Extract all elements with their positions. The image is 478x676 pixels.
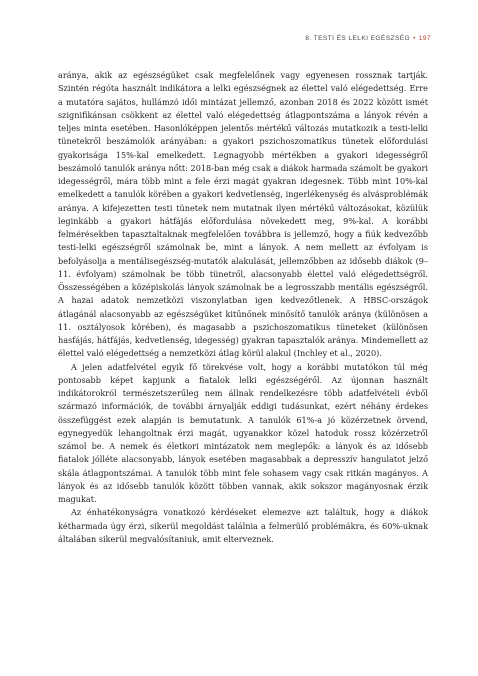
paragraph: A jelen adatfelvétel egyik fő törekvése volt, hogy a korábbi mutatókon túl még pontosabb képet kapjunk a fiatalok lelki egészségéről. Az újonnan használt indikátorokról természetszerűleg nem állnak rendelkezésre több adatfelvételi évből származó információk, de további árnyalják eddigi tudásunkat, ezért néhány érdekes összefüggést ezek alapján is bemutatunk. A tanulók 61%-a jó közérzetnek örvend, egynegyedük lehangoltnak érzi magát, ugyanakkor közel hatoduk rossz közérzetről számol be. A nemek és életkori mintázatok nem meglepők: a lányok és az idősebb fiatalok jólléte alacsonyabb, lányok esetében magasabbak a depresszív hangulatot jelző skála átlagpontszámai. A tanulók több mint fele sohasem vagy csak ritkán magányos. A lányok és az idősebb tanulók között többen vannak, akik sokszor magányosnak érzik magukat. — [58, 361, 428, 504]
paragraph: Az énhatékonyságra vonatkozó kérdéseket elemezve azt találtuk, hogy a diákok kétharmada úgy érzi, sikerül megoldást találnia a felmerülő problémákra, és 60%-uknak általában sikerül megvalósítaniuk, amit elterveznek. — [58, 507, 428, 544]
header-bullet: • — [413, 35, 416, 42]
page-number: 197 — [418, 35, 431, 42]
body-text — [58, 69, 428, 546]
running-header — [305, 35, 431, 42]
section-title: 8. TESTI ÉS LELKI EGÉSZSÉG — [305, 35, 411, 42]
paragraph: aránya, akik az egészségüket csak megfelelőnek vagy egyenesen rossznak tartják. Szintén régóta használt indikátora a lelki egészségnek az élettel való elégedettség. Erre a mutatóra sajátos, hullámzó idői mintázat jellemző, azonban 2018 és 2022 között ismét szignifikánsan csökkent az élettel való elégedettség átlagpontszáma a lányok révén a teljes minta esetében. Hasonlóképpen jelentős mértékű változás mutatkozik a testi-lelki tünetekről beszámolók arányában: a gyakori pszichoszomatikus tünetek előfordulási gyakorisága 15%-kal emelkedett. Legnagyobb mértékben a gyakori idegességről beszámoló tanulók aránya nőtt: 2018-ban még csak a diákok harmada számolt be gyakori idegességről, mára több mint a fele érzi magát gyakran idegesnek. Több mint 10%-kal emelkedett a tanulók körében a gyakori kedvetlenség, ingerlékenység és alvásproblémák aránya. A kifejezetten testi tünetek nem mutatnak ilyen mértékű változásokat, közülük leginkább a gyakori hátfájás előfordulása növekedett meg, 9%-kal. A korábbi felmérésekben tapasztaltaknak megfelelően továbbra is jellemző, hogy a fiúk kedvezőbb testi-lelki egészségről számolnak be, mint a lányok. A nem mellett az évfolyam is befolyásolja a mentálisegészség-mutatók alakulását, jellemzőbben az idősebb diákok (9–11. évfolyam) számolnak be több tünetről, alacsonyabb élettel való elégedettségről. Összességében a középiskolás lányok számolnak be a legrosszabb mentális egészségről. A hazai adatok nemzetközi viszonylatban igen kedvezőtlenek. A HBSC-országok átlagánál alacsonyabb az egészségüket kitűnőnek minősítő tanulók aránya (különösen a 11. osztályosok körében), és magasabb a pszichoszomatikus tüneteket (különösen hasfájás, hátfájás, kedvetlenség, idegesség) gyakran tapasztalók aránya. Mindemellett az élettel való elégedettség a nemzetközi átlag körül alakul (Inchley et al., 2020). — [58, 70, 428, 359]
